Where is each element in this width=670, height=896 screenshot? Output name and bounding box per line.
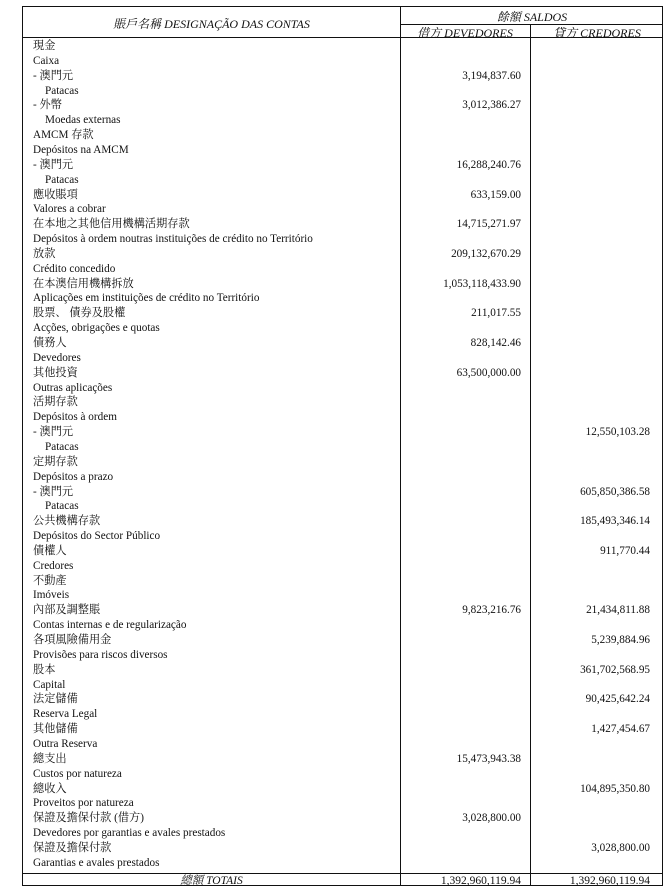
table-row — [23, 826, 662, 841]
account-label: 公共機構存款 — [33, 515, 101, 528]
account-label: Credores — [33, 559, 74, 572]
account-label: Patacas — [45, 500, 79, 513]
table-row — [23, 54, 662, 69]
table-row — [23, 499, 662, 514]
debit-value: 3,012,386.27 — [462, 99, 521, 112]
totals-row — [23, 875, 662, 887]
table-row — [23, 321, 662, 336]
account-label: 總收入 — [33, 782, 67, 795]
account-label: Provisões para riscos diversos — [33, 648, 168, 661]
account-label: 其他投資 — [33, 366, 78, 379]
table-row — [23, 470, 662, 485]
debit-value: 3,194,837.60 — [462, 69, 521, 82]
account-label: Outra Reserva — [33, 737, 98, 750]
table-row — [23, 514, 662, 529]
account-label: Depósitos do Sector Público — [33, 530, 161, 543]
table-row — [23, 841, 662, 856]
account-label: 在本地之其他信用機構活期存款 — [33, 218, 190, 231]
account-label: Depósitos à ordem — [33, 411, 117, 424]
table-row — [23, 277, 662, 292]
table-row — [23, 410, 662, 425]
account-label: AMCM 存款 — [33, 129, 94, 142]
account-label: Patacas — [45, 440, 79, 453]
table-row — [23, 69, 662, 84]
table-row — [23, 366, 662, 381]
table-row — [23, 158, 662, 173]
account-label: - 澳門元 — [33, 426, 74, 439]
account-label: 其他儲備 — [33, 723, 78, 736]
table-row — [23, 633, 662, 648]
credit-header: 貸方 CREDORES — [553, 26, 641, 40]
account-label: Aplicações em instituições de crédito no Território — [33, 292, 260, 305]
account-label: 債務人 — [33, 337, 67, 349]
account-label: Caixa — [33, 54, 60, 67]
account-label: 活期存款 — [33, 396, 78, 409]
table-row — [23, 306, 662, 321]
table-row — [23, 737, 662, 752]
account-label: 股票、 債券及股權 — [33, 307, 126, 320]
table-row — [23, 247, 662, 262]
account-label: Moedas externas — [45, 114, 121, 127]
credit-value: 361,702,568.95 — [580, 663, 650, 676]
account-label: Reserva Legal — [33, 708, 98, 721]
table-row — [23, 574, 662, 589]
credit-value: 12,550,103.28 — [585, 426, 650, 439]
table-row — [23, 440, 662, 455]
account-label: Custos por natureza — [33, 767, 122, 780]
table-row — [23, 113, 662, 128]
account-label: Contas internas e de regularização — [33, 619, 187, 632]
table-row — [23, 202, 662, 217]
account-label: 不動產 — [33, 574, 67, 587]
credit-value: 90,425,642.24 — [585, 693, 650, 706]
account-label: 放款 — [33, 247, 56, 260]
table-row — [23, 618, 662, 633]
credit-value: 104,895,350.80 — [580, 782, 650, 795]
debit-value: 9,823,216.76 — [462, 604, 521, 617]
table-row — [23, 856, 662, 871]
table-row — [23, 291, 662, 306]
account-label: Devedores — [33, 351, 81, 364]
table-row — [23, 648, 662, 663]
table-row — [23, 588, 662, 603]
account-label: 法定儲備 — [33, 693, 78, 706]
table-row — [23, 188, 662, 203]
table-row — [23, 143, 662, 158]
table-row — [23, 663, 662, 678]
debit-value: 3,028,800.00 — [462, 812, 521, 825]
account-label: - 澳門元 — [33, 158, 74, 171]
table-row — [23, 455, 662, 470]
debit-value: 63,500,000.00 — [456, 366, 521, 379]
table-row — [23, 752, 662, 767]
table-row — [23, 529, 662, 544]
credit-value: 1,427,454.67 — [591, 723, 650, 736]
debit-value: 211,017.55 — [471, 307, 521, 320]
account-label: Proveitos por natureza — [33, 797, 134, 810]
account-label: 內部及調整賬 — [33, 604, 101, 617]
table-row — [23, 782, 662, 797]
account-label: Outras aplicações — [33, 381, 113, 394]
account-designation-header: 賬戶名稱 DESIGNAÇÃO DAS CONTAS — [113, 17, 310, 31]
table-row — [23, 84, 662, 99]
trial-balance-table — [22, 6, 663, 886]
account-label: Patacas — [45, 173, 79, 186]
account-label: 保證及擔保付款 (借方) — [33, 812, 144, 825]
account-label: - 澳門元 — [33, 69, 74, 82]
account-label: 總支出 — [33, 752, 67, 765]
account-label: 債權人 — [33, 544, 67, 557]
table-row — [23, 678, 662, 693]
account-label: Depósitos a prazo — [33, 470, 114, 483]
account-label: Devedores por garantias e avales prestados — [33, 827, 226, 840]
table-row — [23, 485, 662, 500]
account-label: Crédito concedido — [33, 262, 116, 275]
debit-value: 828,142.46 — [470, 337, 521, 349]
credit-value: 185,493,346.14 — [580, 515, 650, 528]
table-row — [23, 722, 662, 737]
account-label: - 澳門元 — [33, 485, 74, 498]
totals-label: 總額 TOTAIS — [180, 875, 243, 887]
totals-credit: 1,392,960,119.94 — [569, 875, 650, 887]
debit-value: 209,132,670.29 — [451, 247, 521, 260]
table-row — [23, 128, 662, 143]
table-row — [23, 811, 662, 826]
table-row — [23, 425, 662, 440]
table-row — [23, 767, 662, 782]
debit-value: 15,473,943.38 — [456, 752, 521, 765]
account-label: Imóveis — [33, 589, 70, 602]
table-row — [23, 336, 662, 351]
account-label: Acções, obrigações e quotas — [33, 322, 160, 335]
credit-value: 21,434,811.88 — [586, 604, 650, 617]
table-row — [23, 232, 662, 247]
debit-header: 借方 DEVEDORES — [417, 26, 513, 40]
credit-value: 605,850,386.58 — [580, 485, 650, 498]
table-row — [23, 217, 662, 232]
debit-value: 16,288,240.76 — [456, 158, 521, 171]
account-label: 在本澳信用機構拆放 — [33, 277, 134, 290]
account-label: 各項風險備用金 — [33, 634, 112, 646]
debit-value: 1,053,118,433.90 — [443, 277, 521, 290]
account-label: 保證及擔保付款 — [33, 841, 112, 854]
account-label: Valores a cobrar — [33, 203, 106, 216]
debit-value: 633,159.00 — [470, 188, 521, 201]
account-label: 定期存款 — [33, 455, 78, 468]
account-label: Capital — [33, 678, 66, 691]
credit-value: 911,770.44 — [600, 544, 650, 557]
table-row — [23, 707, 662, 722]
account-label: Garantias e avales prestados — [33, 856, 160, 869]
credit-value: 5,239,884.96 — [591, 634, 650, 646]
account-label: Depósitos à ordem noutras instituições de crédito no Território — [33, 233, 313, 246]
table-row — [23, 262, 662, 277]
table-row — [23, 603, 662, 618]
table-row — [23, 381, 662, 396]
table-row — [23, 692, 662, 707]
debit-value: 14,715,271.97 — [456, 218, 521, 231]
balances-header: 餘額 SALDOS — [496, 10, 568, 24]
totals-top-rule — [23, 873, 662, 874]
table-row — [23, 351, 662, 366]
table-row — [23, 173, 662, 188]
account-label: 股本 — [33, 663, 56, 676]
table-row — [23, 796, 662, 811]
account-label: 現金 — [33, 40, 56, 52]
table-row — [23, 544, 662, 559]
table-row — [23, 395, 662, 410]
totals-debit: 1,392,960,119.94 — [440, 875, 521, 887]
account-label: - 外幣 — [33, 99, 62, 112]
table-row — [23, 559, 662, 574]
account-label: Depósitos na AMCM — [33, 143, 129, 156]
account-label: Patacas — [45, 84, 79, 97]
table-row — [23, 98, 662, 113]
account-label: 應收賬項 — [33, 188, 78, 201]
table-row — [23, 39, 662, 54]
credit-value: 3,028,800.00 — [591, 841, 650, 854]
